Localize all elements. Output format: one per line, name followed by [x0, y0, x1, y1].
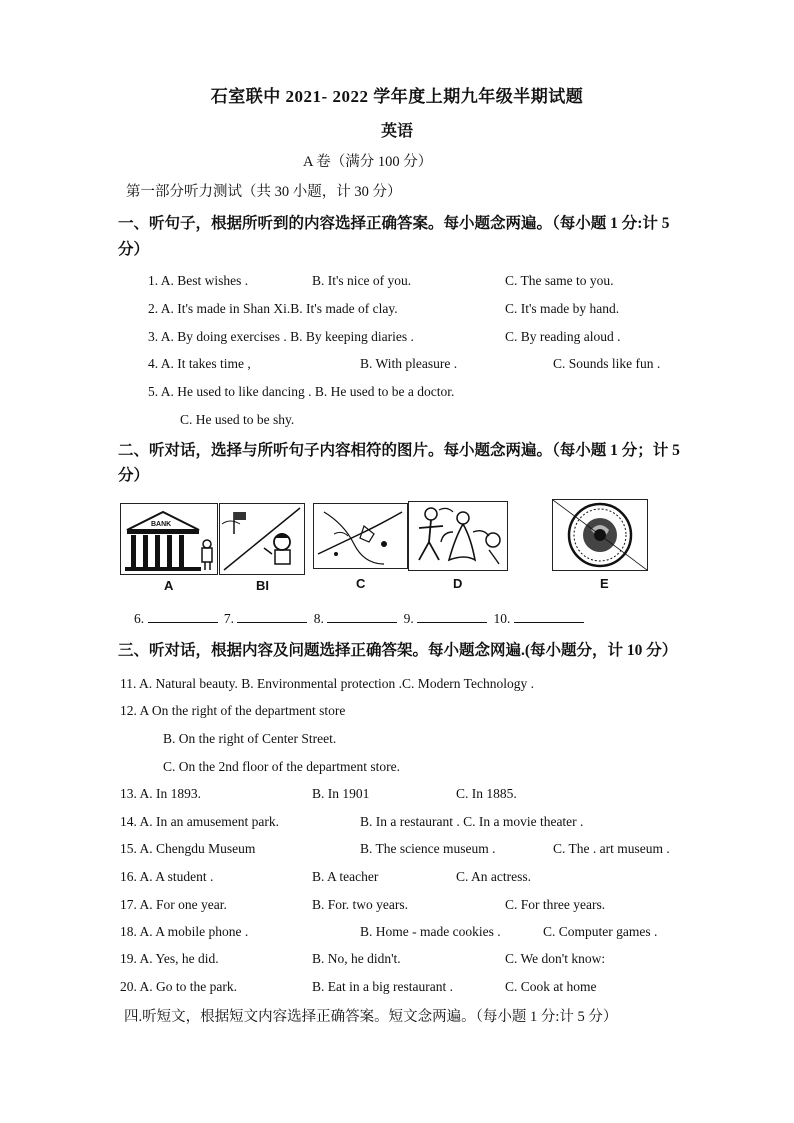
q13-option-c: C. In 1885.: [456, 786, 517, 801]
q3-options-ab: 3. A. By doing exercises . B. By keeping diaries .: [148, 329, 414, 344]
q19-option-c: C. We don't know:: [505, 951, 606, 966]
q20-option-a: 20. A. Go to the park.: [120, 979, 237, 994]
q18-option-c: C. Computer games .: [543, 924, 658, 939]
q12-option-c: C. On the 2nd floor of the department store.: [163, 759, 400, 774]
picture-a-label: A: [164, 578, 174, 593]
q1-option-c: C. The same to you.: [505, 273, 614, 288]
q17-option-b: B. For. two years.: [312, 897, 408, 912]
answer-6-blank[interactable]: [148, 610, 218, 623]
q11-options: 11. A. Natural beauty. B. Environmental protection .C. Modern Technology .: [120, 676, 534, 691]
picture-c: [313, 503, 408, 569]
answer-blanks-row: [134, 610, 587, 627]
q17-option-c: C. For three years.: [505, 897, 606, 912]
q17-option-a: 17. A. For one year.: [120, 897, 227, 912]
q2-option-c: C. It's made by hand.: [505, 301, 620, 316]
section1-heading-cont: 分）: [118, 241, 150, 258]
paper-label: A 卷（满分 100 分）: [303, 154, 433, 170]
section2-heading-cont: 分）: [118, 467, 150, 484]
picture-a: [120, 503, 218, 575]
q5-options-ab: 5. A. He used to like dancing . B. He used to be a doctor.: [148, 384, 455, 399]
q19-option-a: 19. A. Yes, he did.: [120, 951, 219, 966]
q15-option-c: C. The . art museum .: [553, 841, 670, 856]
flag-child-icon: [220, 504, 304, 574]
section4-heading: 四.听短文，根据短文内容选择正确答案。短文念两遍。（每小题 1 分:计 5 分）: [124, 1009, 618, 1025]
answer-7-blank[interactable]: [237, 610, 307, 623]
picture-e-label: E: [600, 576, 609, 591]
answer-10-blank[interactable]: [514, 610, 584, 623]
q2-options-ab: 2. A. It's made in Shan Xi.B. It's made of clay.: [148, 301, 398, 316]
q13-option-b: B. In 1901: [312, 786, 370, 801]
q12-option-a: 12. A On the right of the department store: [120, 703, 346, 718]
map-sketch-icon: [314, 504, 407, 568]
answer-6-number: 6.: [134, 611, 145, 626]
q1-option-b: B. It's nice of you.: [312, 273, 412, 288]
picture-d-label: D: [453, 576, 463, 591]
q4-option-c: C. Sounds like fun .: [553, 356, 661, 371]
q4-option-a: 4. A. It takes time ,: [148, 356, 251, 371]
bank-sign: BANK: [151, 521, 172, 528]
q3-option-c: C. By reading aloud .: [505, 329, 621, 344]
answer-9-blank[interactable]: [417, 610, 487, 623]
q20-option-b: B. Eat in a big restaurant .: [312, 979, 453, 994]
q16-option-c: C. An actress.: [456, 869, 531, 884]
q18-option-a: 18. A. A mobile phone .: [120, 924, 249, 939]
q19-option-b: B. No, he didn't.: [312, 951, 401, 966]
q4-option-b: B. With pleasure .: [360, 356, 458, 371]
q15-option-b: B. The science museum .: [360, 841, 496, 856]
answer-9-number: 9.: [403, 611, 414, 626]
section1-heading: 一、听句子，根据所听到的内容选择正确答案。每小题念两遍。（每小题 1 分:计 5: [118, 215, 670, 232]
answer-8-blank[interactable]: [327, 610, 397, 623]
section2-heading: 二、听对话，选择与所听句子内容相符的图片。每小题念两遍。（每小题 1 分；计 5: [118, 442, 680, 459]
subject-title: 英语: [380, 123, 413, 140]
picture-b-label: BI: [256, 578, 269, 593]
q18-option-b: B. Home - made cookies .: [360, 924, 501, 939]
answer-10-number: 10.: [493, 611, 511, 626]
picture-b: [219, 503, 305, 575]
q15-option-a: 15. A. Chengdu Museum: [120, 841, 256, 856]
bank-building-icon: [121, 504, 217, 574]
picture-e: [552, 499, 648, 571]
q16-option-b: B. A teacher: [312, 869, 379, 884]
answer-7-number: 7.: [223, 611, 234, 626]
round-plate-icon: [553, 500, 647, 570]
q14-options-bc: B. In a restaurant . C. In a movie theater .: [360, 814, 584, 829]
dancers-icon: [409, 502, 507, 570]
q20-option-c: C. Cook at home: [505, 979, 597, 994]
part1-heading: 第一部分听力测试（共 30 小题，计 30 分）: [126, 184, 402, 200]
q5-option-c: C. He used to be shy.: [180, 412, 295, 427]
exam-title: 石室联中 2021- 2022 学年度上期九年级半期试题: [210, 87, 584, 106]
answer-8-number: 8.: [313, 611, 324, 626]
q1-option-a: 1. A. Best wishes .: [148, 273, 249, 288]
q12-option-b: B. On the right of Center Street.: [163, 731, 337, 746]
picture-c-label: C: [356, 576, 366, 591]
section3-heading: 三、听对话，根据内容及问题选择正确答架。每小题念网遍.(每小题分，计 10 分）: [118, 642, 678, 659]
q14-option-a: 14. A. In an amusement park.: [120, 814, 279, 829]
q16-option-a: 16. A. A student .: [120, 869, 214, 884]
picture-d: [408, 501, 508, 571]
q13-option-a: 13. A. In 1893.: [120, 786, 201, 801]
